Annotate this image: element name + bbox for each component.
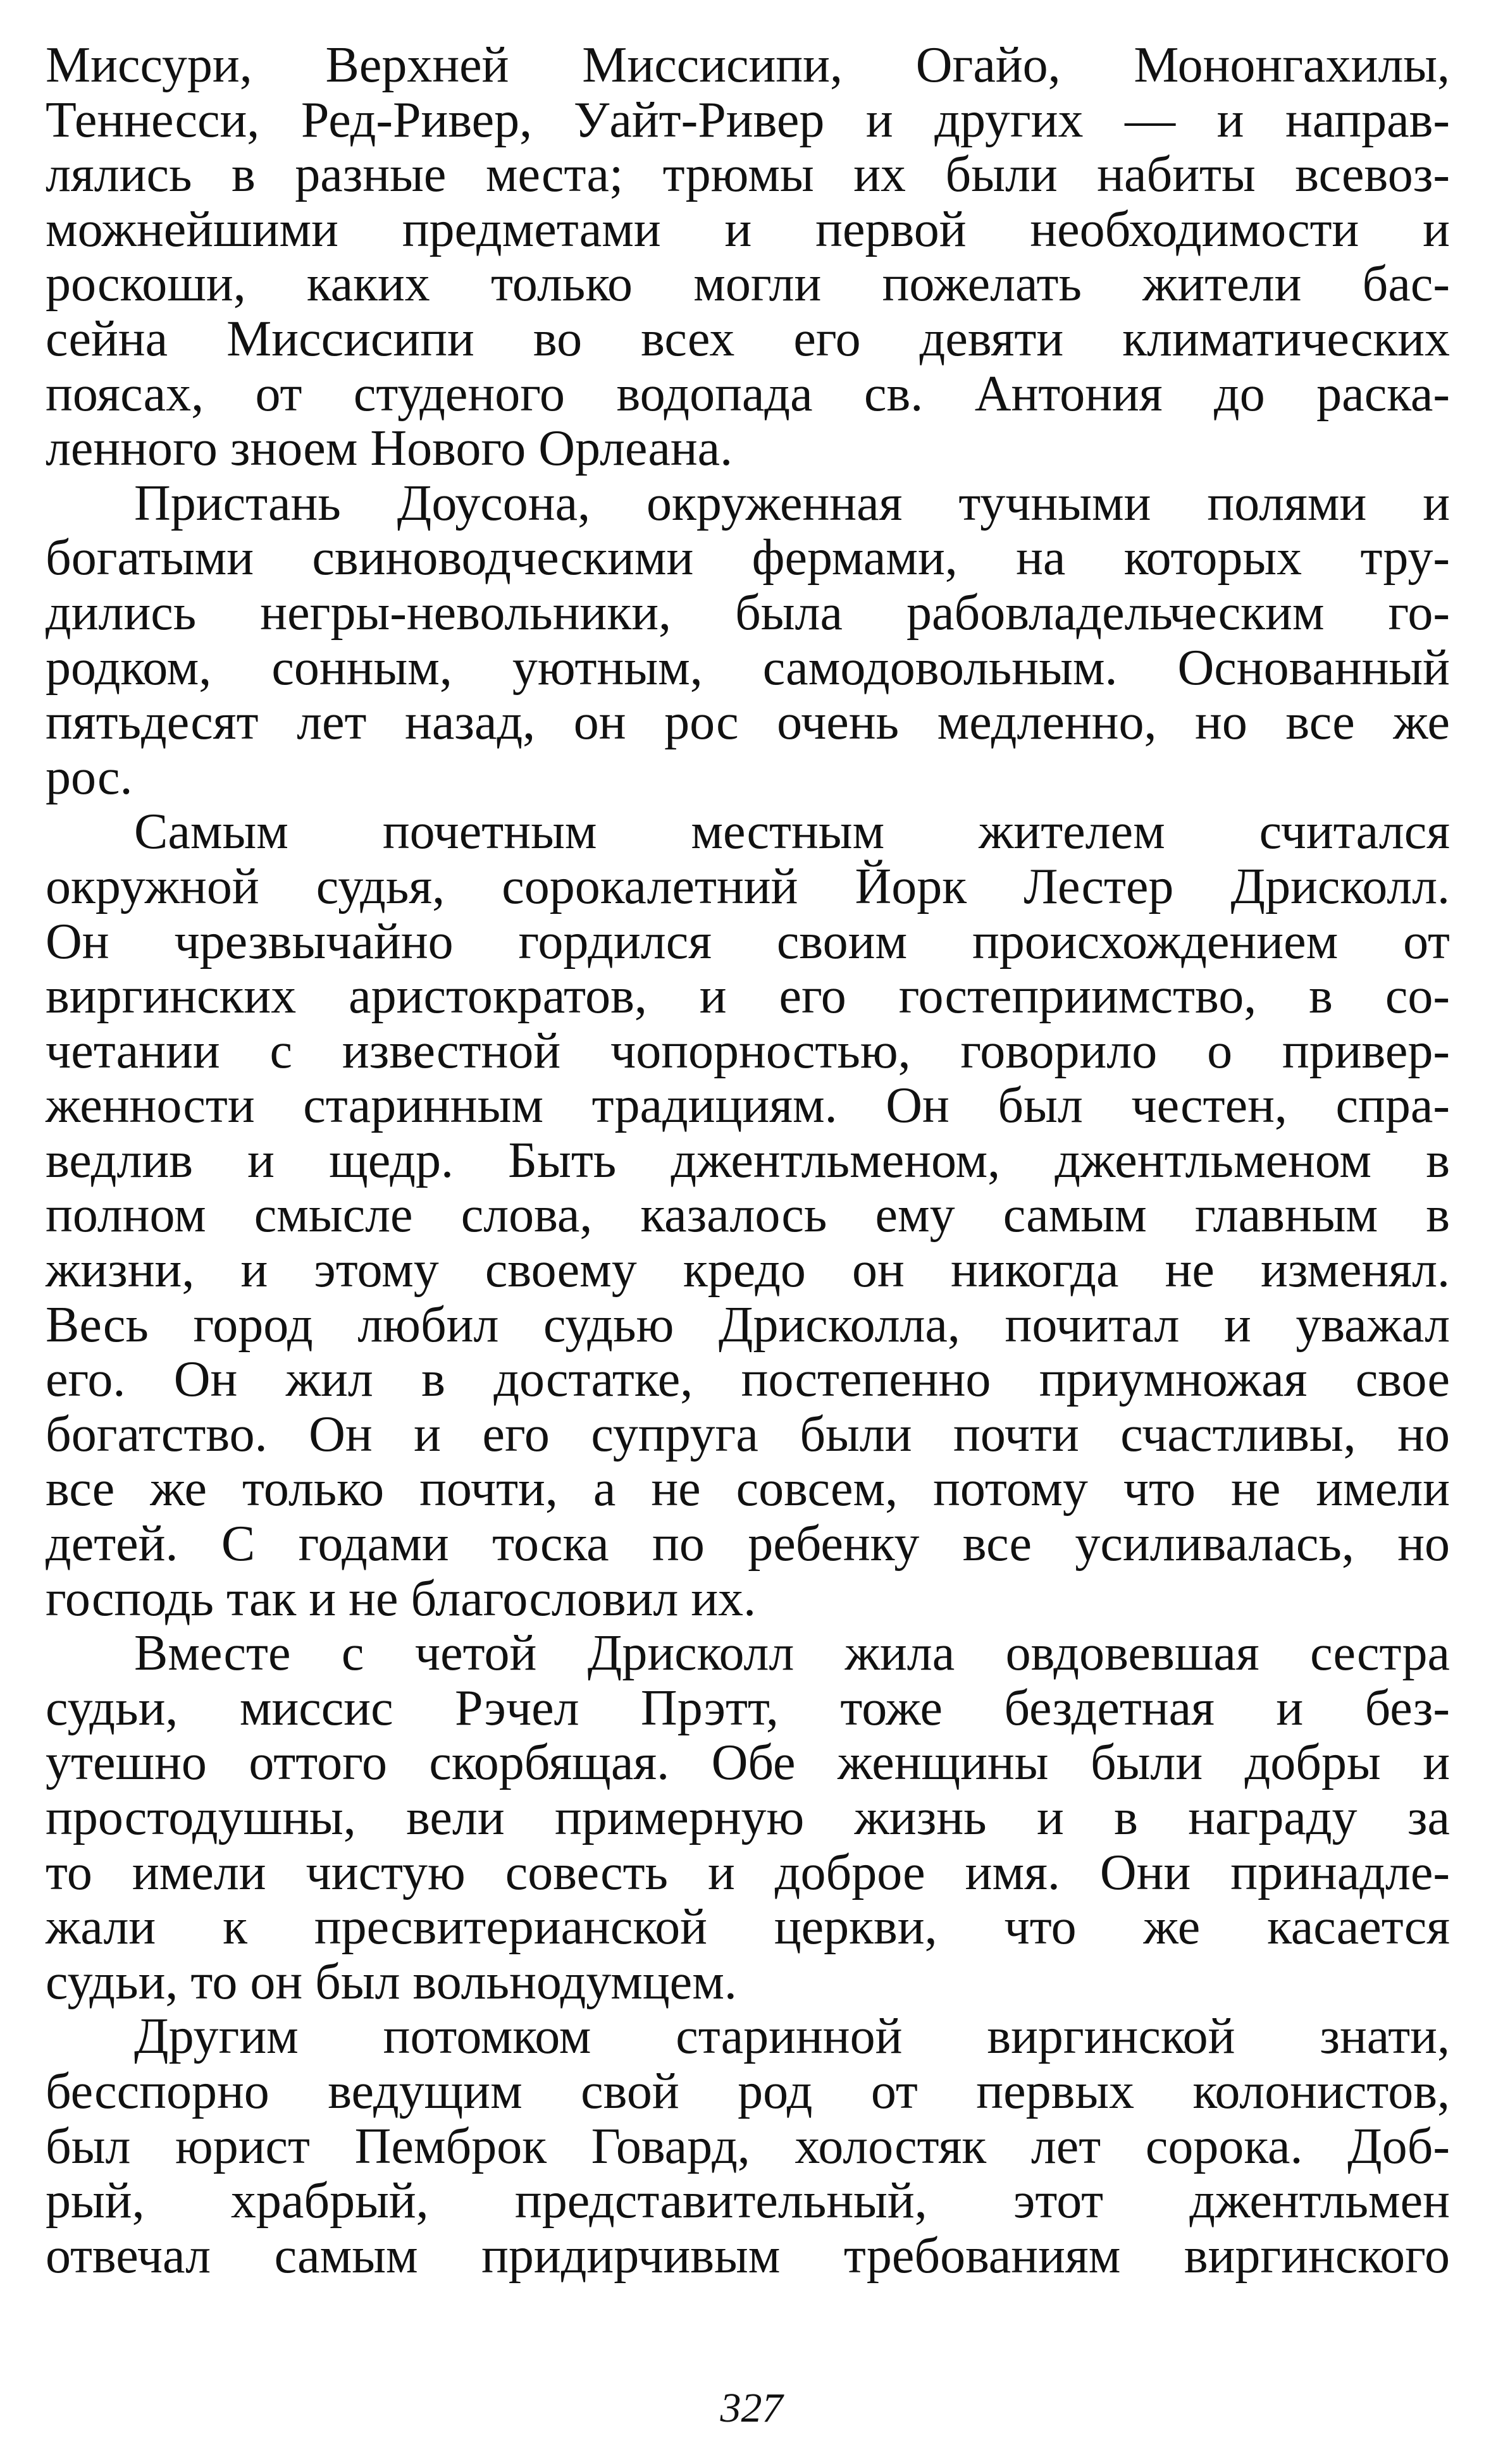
text-line: Пристань Доусона, окруженная тучными полями и [134,475,1450,531]
text-line: рос. [46,749,133,805]
text-line: лялись в разные места; трюмы их были набиты всевоз- [46,147,1450,203]
paragraph [46,476,1450,805]
text-line: утешно оттого скорбящая. Обе женщины были добры и [46,1735,1450,1791]
text-line: Другим потомком старинной виргинской знати, [134,2009,1450,2065]
text-line: жали к пресвитерианской церкви, что же касается [46,1899,1450,1956]
text-line: полном смысле слова, казалось ему самым главным в [46,1187,1450,1243]
text-line: женности старинным традициям. Он был честен, спра- [46,1078,1450,1134]
text-line: судьи, то он был вольнодумцем. [46,1954,737,2010]
text-line: судьи, миссис Рэчел Прэтт, тоже бездетная и без- [46,1680,1450,1736]
text-line: ведлив и щедр. Быть джентльменом, джентльменом в [46,1132,1450,1188]
text-line: простодушны, вели примерную жизнь и в награду за [46,1790,1450,1845]
text-line: Самым почетным местным жителем считался [134,804,1450,860]
text-line: ленного зноем Нового Орлеана. [46,421,733,477]
paragraph [46,804,1450,1626]
text-line: отвечал самым придирчивым требованиям виргинского [46,2227,1450,2284]
page-number: 327 [720,2385,783,2431]
text-line: детей. С годами тоска по ребенку все усиливалась, но [46,1516,1450,1572]
text-line: дились негры-невольники, была рабовладельческим го- [46,584,1450,641]
text-line: был юрист Пемброк Говард, холостяк лет сорока. Доб- [46,2118,1450,2174]
text-line: богатыми свиноводческими фермами, на которых тру- [46,530,1450,586]
text-line: роскоши, каких только могли пожелать жители бас- [46,256,1450,312]
text-line: можнейшими предметами и первой необходимости и [46,201,1450,257]
text-line: пятьдесят лет назад, он рос очень медленно, но все же [46,694,1450,751]
paragraph [46,1626,1450,2009]
text-line: поясах, от студеного водопада св. Антония до раска- [46,366,1450,422]
text-line: четании с известной чопорностью, говорило о привер- [46,1023,1450,1079]
paragraph [46,38,1450,476]
text-line: его. Он жил в достатке, постепенно приумножая свое [46,1352,1450,1408]
text-line: то имели чистую совесть и доброе имя. Они принадле- [46,1844,1450,1900]
text-line: Теннесси, Ред-Ривер, Уайт-Ривер и других — и направ- [46,92,1450,148]
text-line: Весь город любил судью Дрисколла, почитал и уважал [46,1297,1450,1353]
text-line: сейна Миссисипи во всех его девяти климатических [46,311,1450,367]
text-line: окружной судья, сорокалетний Йорк Лестер Дрисколл. [46,858,1450,915]
text-line: бесспорно ведущим свой род от первых колонистов, [46,2063,1450,2119]
text-line: Вместе с четой Дрисколл жила овдовевшая сестра [134,1625,1450,1682]
text-line: все же только почти, а не совсем, потому что не имели [46,1461,1450,1517]
text-line: Миссури, Верхней Миссисипи, Огайо, Мононгахилы, [46,37,1450,93]
text-line: виргинских аристократов, и его гостеприимство, в со- [46,968,1450,1025]
paragraph [46,2009,1450,2283]
text-line: жизни, и этому своему кредо он никогда не изменял. [46,1242,1450,1298]
page-body [46,38,1450,2283]
text-line: родком, сонным, уютным, самодовольным. Основанный [46,639,1450,696]
text-line: рый, храбрый, представительный, этот джентльмен [46,2173,1450,2229]
text-line: господь так и не благословил их. [46,1570,757,1627]
text-line: богатство. Он и его супруга были почти счастливы, но [46,1406,1450,1462]
text-line: Он чрезвычайно гордился своим происхождением от [46,913,1450,970]
